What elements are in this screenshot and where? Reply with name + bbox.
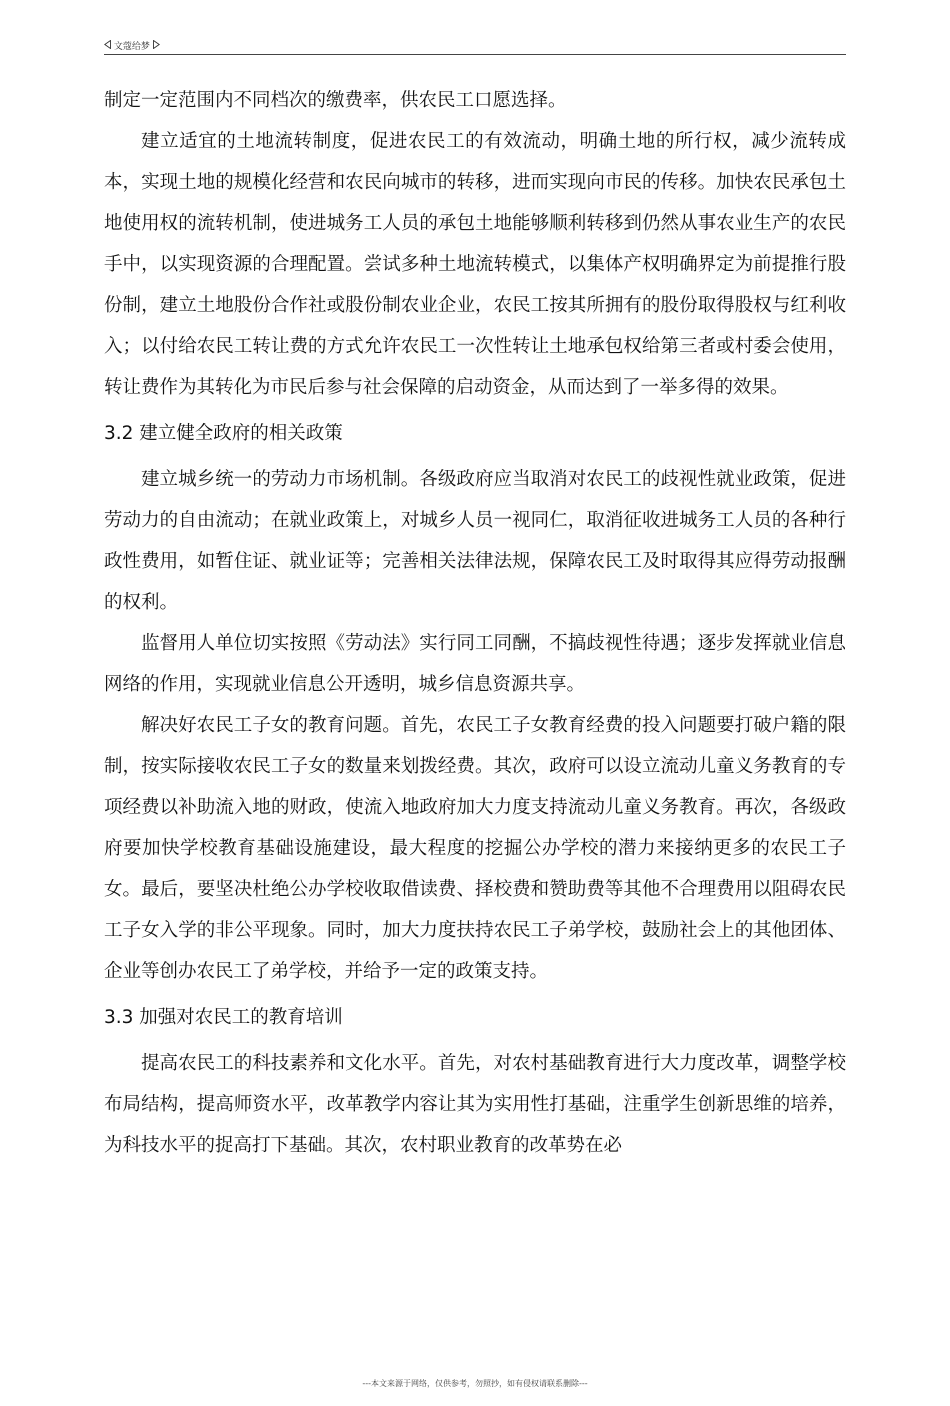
page-header (104, 40, 846, 55)
document-body (104, 80, 846, 1166)
section-heading-3-2: 3.2 建立健全政府的相关政策 (104, 423, 343, 444)
paragraph-labor-market: 建立城乡统一的劳动力市场机制。各级政府应当取消对农民工的歧视性就业政策，促进劳动力的自由流动；在就业政策上，对城乡人员一视同仁，取消征收进城务工人员的各种行政性费用，如暂住证、就业证等；完善相关法律法规，保障农民工及时取得其应得劳动报酬的权利。 (104, 469, 846, 613)
paragraph-land-transfer: 建立适宜的土地流转制度，促进农民工的有效流动，明确土地的所行权，减少流转成本，实现土地的规模化经营和农民向城市的转移，进而实现向市民的传移。加快农民承包土地使用权的流转机制，使进城务工人员的承包土地能够顺利转移到仍然从事农业生产的农民手中，以实现资源的合理配置。尝试多种土地流转模式，以集体产权明确界定为前提推行股份制，建立土地股份合作社或股份制农业企业，农民工按其所拥有的股份取得股权与红利收入；以付给农民工转让费的方式允许农民工一次性转让土地承包权给第三者或村委会使用，转让费作为其转化为市民后参与社会保障的启动资金，从而达到了一举多得的效果。 (104, 131, 846, 398)
paragraph-children-education: 解决好农民工子女的教育问题。首先，农民工子女教育经费的投入问题要打破户籍的限制，按实际接收农民工子女的数量来划拨经费。其次，政府可以设立流动儿童义务教育的专项经费以补助流入地的财政，使流入地政府加大力度支持流动儿童义务教育。再次，各级政府要加快学校教育基础设施建设，最大程度的挖掘公办学校的潜力来接纳更多的农民工子女。最后，要坚决杜绝公办学校收取借读费、择校费和赞助费等其他不合理费用以阻碍农民工子女入学的非公平现象。同时，加大力度扶持农民工子弟学校，鼓励社会上的其他团体、企业等创办农民工了弟学校，并给予一定的政策支持。 (104, 715, 846, 982)
left-triangle-icon (104, 40, 111, 53)
paragraph-labor-law: 监督用人单位切实按照《劳动法》实行同工同酬，不搞歧视性待遇；逐步发挥就业信息网络的作用，实现就业信息公开透明，城乡信息资源共享。 (104, 633, 846, 695)
paragraph-contribution-rate: 制定一定范围内不同档次的缴费率，供农民工口愿选择。 (104, 90, 567, 111)
header-title: 文蔻给梦 (113, 42, 150, 52)
right-triangle-icon (153, 40, 160, 53)
section-heading-3-3: 3.3 加强对农民工的教育培训 (104, 1007, 343, 1028)
page-footer: ---本文来源于网络，仅供参考，勿照抄，如有侵权请联系删除--- (362, 1379, 588, 1388)
paragraph-education-training: 提高农民工的科技素养和文化水平。首先，对农村基础教育进行大力度改革，调整学校布局结构，提高师资水平，改革教学内容让其为实用性打基础，注重学生创新思维的培养，为科技水平的捉高打下基础。其次，农村职业教育的改革势在必 (104, 1053, 846, 1156)
